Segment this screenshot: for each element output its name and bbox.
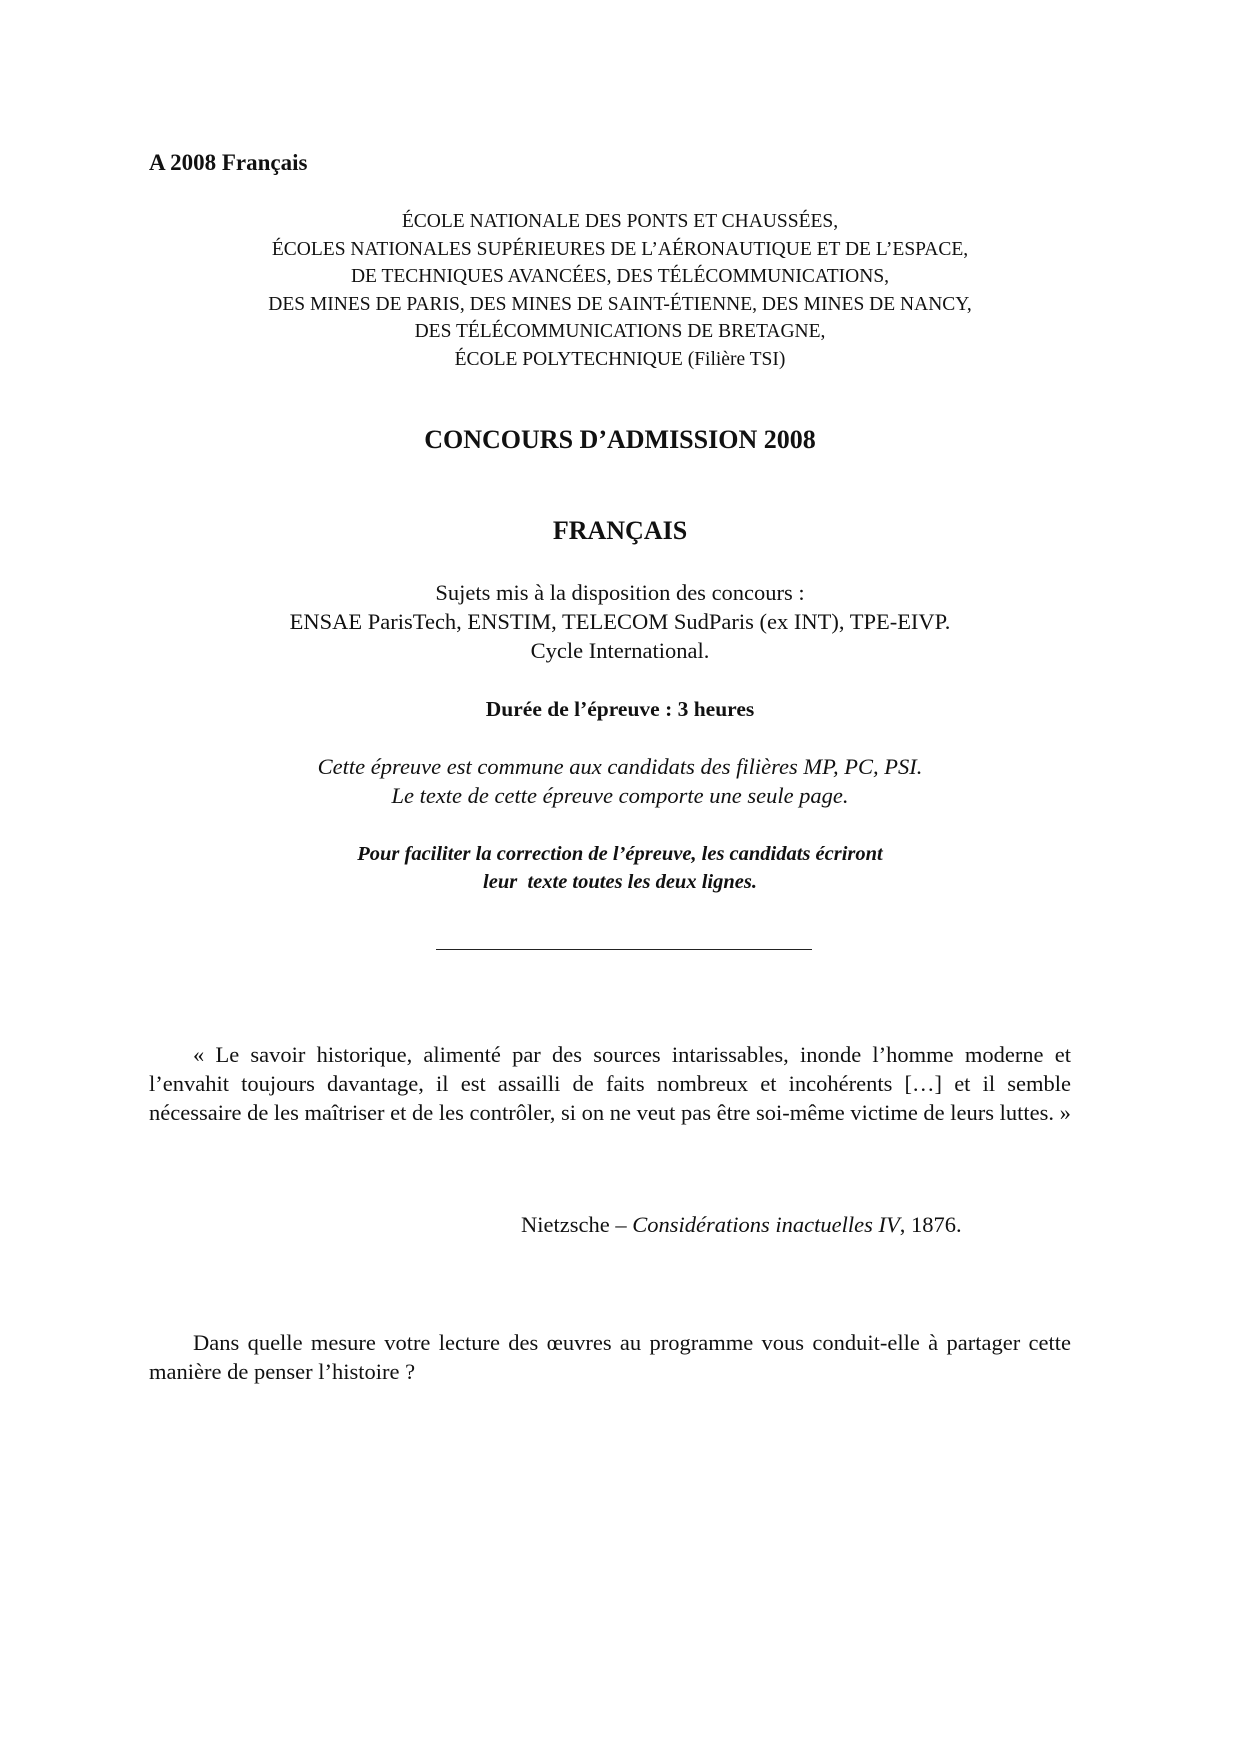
school-line: ÉCOLES NATIONALES SUPÉRIEURES DE L’AÉRONAUTIQUE ET DE L’ESPACE, <box>271 238 969 260</box>
concours-title: CONCOURS D’ADMISSION 2008 <box>424 425 816 454</box>
common-note-line: Cette épreuve est commune aux candidats des filières MP, PC, PSI. <box>317 754 923 779</box>
availability-line: ENSAE ParisTech, ENSTIM, TELECOM SudParis (ex INT), TPE-EIVP. <box>289 609 951 634</box>
common-notes <box>0 752 1240 810</box>
citation-author: Nietzsche – <box>521 1212 633 1237</box>
availability-line: Sujets mis à la disposition des concours : <box>435 580 805 605</box>
quote-citation <box>521 1212 962 1238</box>
school-line: DES MINES DE PARIS, DES MINES DE SAINT-ÉTIENNE, DES MINES DE NANCY, <box>268 293 972 315</box>
separator-rule <box>436 949 812 950</box>
subject-title: FRANÇAIS <box>552 516 688 545</box>
availability-block <box>0 578 1240 665</box>
exam-duration: Durée de l’épreuve : 3 heures <box>485 697 755 721</box>
citation-work: Considérations inactuelles IV <box>632 1212 900 1237</box>
schools-block <box>0 208 1240 373</box>
school-line: ÉCOLE NATIONALE DES PONTS ET CHAUSSÉES, <box>401 211 839 232</box>
school-line: ÉCOLE POLYTECHNIQUE (Filière TSI) <box>454 348 786 370</box>
nietzsche-quote: « Le savoir historique, alimenté par des sources intarissables, inonde l’homme moderne et l’envahit toujours davantage, il est assailli de faits nombreux et incohérents […] et il semble nécessaire de les maîtriser et de les contrôler, si on ne veut pas être soi-même victime de leurs luttes. » <box>149 1042 1071 1125</box>
common-note-line: Le texte de cette épreuve comporte une seule page. <box>391 783 849 808</box>
writing-instructions <box>0 840 1240 896</box>
instruction-line: Pour faciliter la correction de l’épreuve, les candidats écriront <box>357 843 883 865</box>
availability-line: Cycle International. <box>530 638 710 663</box>
exam-code-label: A 2008 Français <box>149 150 308 175</box>
instruction-line: leur texte toutes les deux lignes. <box>483 871 757 893</box>
essay-question: Dans quelle mesure votre lecture des œuvres au programme vous conduit-elle à partager cette manière de penser l’histoire ? <box>149 1330 1071 1384</box>
school-line: DE TECHNIQUES AVANCÉES, DES TÉLÉCOMMUNICATIONS, <box>350 266 890 287</box>
citation-year: , 1876. <box>899 1212 962 1237</box>
school-line: DES TÉLÉCOMMUNICATIONS DE BRETAGNE, <box>414 321 826 342</box>
